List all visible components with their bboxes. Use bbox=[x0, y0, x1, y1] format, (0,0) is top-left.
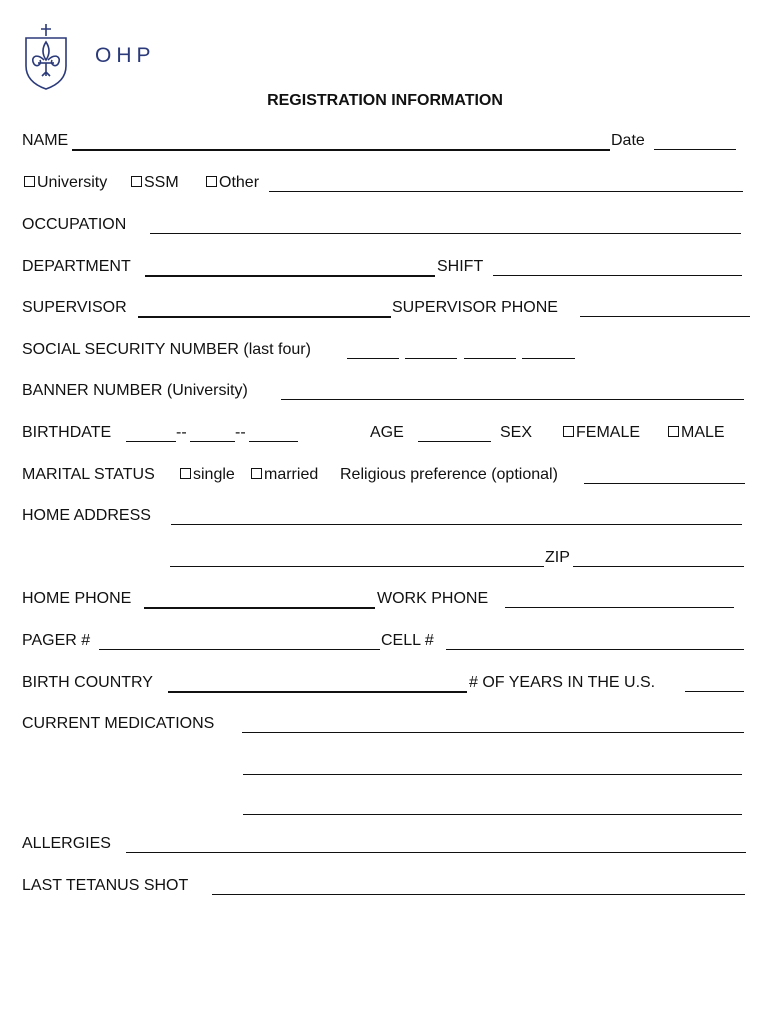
ssn-label: SOCIAL SECURITY NUMBER (last four) bbox=[22, 341, 311, 358]
page-title: REGISTRATION INFORMATION bbox=[267, 92, 503, 109]
work-phone-line bbox=[505, 607, 734, 608]
shift-field[interactable] bbox=[495, 257, 744, 275]
department-field[interactable] bbox=[147, 257, 437, 275]
ssn-field[interactable] bbox=[348, 340, 578, 358]
ssn-line-2 bbox=[405, 358, 457, 359]
shift-label: SHIFT bbox=[437, 258, 484, 275]
birthdate-year-line bbox=[249, 441, 298, 442]
university-label: University bbox=[37, 174, 108, 191]
religion-label: Religious preference (optional) bbox=[340, 466, 558, 483]
tetanus-label: LAST TETANUS SHOT bbox=[22, 877, 189, 894]
female-label: FEMALE bbox=[576, 424, 641, 441]
work-phone-label: WORK PHONE bbox=[377, 590, 489, 607]
religion-field[interactable] bbox=[586, 465, 747, 483]
birthdate-month-line bbox=[126, 441, 176, 442]
birth-country-line bbox=[168, 691, 467, 693]
medications-label: CURRENT MEDICATIONS bbox=[22, 715, 215, 732]
home-address-label: HOME ADDRESS bbox=[22, 507, 151, 524]
home-phone-label: HOME PHONE bbox=[22, 590, 132, 607]
ssm-checkbox[interactable] bbox=[131, 176, 142, 187]
department-label: DEPARTMENT bbox=[22, 258, 131, 275]
other-line bbox=[269, 191, 743, 192]
medications-line-3 bbox=[243, 814, 742, 815]
allergies-label: ALLERGIES bbox=[22, 835, 111, 852]
zip-line bbox=[573, 566, 744, 567]
cell-label: CELL # bbox=[381, 632, 434, 649]
brand-name: OHP bbox=[95, 44, 156, 67]
ssm-label: SSM bbox=[144, 174, 179, 191]
single-checkbox[interactable] bbox=[180, 468, 191, 479]
date-label: Date bbox=[611, 132, 645, 149]
date-field[interactable] bbox=[656, 131, 738, 149]
single-label: single bbox=[193, 466, 235, 483]
religion-line bbox=[584, 483, 745, 484]
birthdate-field[interactable] bbox=[128, 423, 300, 441]
home-address-line bbox=[171, 524, 742, 525]
supervisor-line bbox=[138, 316, 391, 318]
ssn-line-3 bbox=[464, 358, 516, 359]
ssn-line-4 bbox=[522, 358, 575, 359]
years-in-us-label: # OF YEARS IN THE U.S. bbox=[469, 674, 656, 691]
occupation-field[interactable] bbox=[152, 215, 743, 233]
name-label: NAME bbox=[22, 132, 69, 149]
banner-field[interactable] bbox=[283, 381, 746, 399]
birthdate-separator: -- bbox=[176, 424, 187, 441]
supervisor-field[interactable] bbox=[140, 298, 393, 316]
name-field[interactable] bbox=[76, 131, 610, 149]
shift-line bbox=[493, 275, 742, 276]
male-label: MALE bbox=[681, 424, 725, 441]
birth-country-field[interactable] bbox=[170, 673, 469, 691]
supervisor-phone-line bbox=[580, 316, 750, 317]
years-in-us-field[interactable] bbox=[687, 673, 746, 691]
years-in-us-line bbox=[685, 691, 744, 692]
pager-label: PAGER # bbox=[22, 632, 91, 649]
occupation-label: OCCUPATION bbox=[22, 216, 127, 233]
name-line bbox=[72, 149, 610, 151]
supervisor-phone-label: SUPERVISOR PHONE bbox=[392, 299, 558, 316]
age-line bbox=[418, 441, 491, 442]
married-label: married bbox=[264, 466, 319, 483]
date-line bbox=[654, 149, 736, 150]
zip-label: ZIP bbox=[545, 549, 570, 566]
tetanus-line bbox=[212, 894, 745, 895]
sex-label: SEX bbox=[500, 424, 533, 441]
allergies-line bbox=[126, 852, 746, 853]
married-checkbox[interactable] bbox=[251, 468, 262, 479]
other-checkbox[interactable] bbox=[206, 176, 217, 187]
department-line bbox=[145, 275, 435, 277]
birthdate-separator: -- bbox=[235, 424, 246, 441]
age-label: AGE bbox=[370, 424, 404, 441]
fleur-de-lis-shield-icon bbox=[22, 22, 70, 92]
supervisor-label: SUPERVISOR bbox=[22, 299, 127, 316]
marital-status-label: MARITAL STATUS bbox=[22, 466, 155, 483]
other-label: Other bbox=[219, 174, 260, 191]
zip-field[interactable] bbox=[575, 548, 746, 566]
medications-line-2 bbox=[243, 774, 742, 775]
male-checkbox[interactable] bbox=[668, 426, 679, 437]
occupation-line bbox=[150, 233, 741, 234]
female-checkbox[interactable] bbox=[563, 426, 574, 437]
banner-line bbox=[281, 399, 744, 400]
home-phone-field[interactable] bbox=[146, 589, 377, 607]
university-checkbox[interactable] bbox=[24, 176, 35, 187]
work-phone-field[interactable] bbox=[507, 589, 736, 607]
birthdate-day-line bbox=[190, 441, 235, 442]
supervisor-phone-field[interactable] bbox=[582, 298, 752, 316]
medications-line-1 bbox=[242, 732, 744, 733]
medications-field-1[interactable] bbox=[244, 714, 746, 732]
medications-field-2[interactable] bbox=[245, 756, 744, 774]
other-field[interactable] bbox=[271, 173, 745, 191]
pager-line bbox=[99, 649, 380, 650]
medications-field-3[interactable] bbox=[245, 796, 744, 814]
tetanus-field[interactable] bbox=[214, 876, 747, 894]
age-field[interactable] bbox=[420, 423, 493, 441]
pager-field[interactable] bbox=[101, 631, 382, 649]
birth-country-label: BIRTH COUNTRY bbox=[22, 674, 153, 691]
ssn-line-1 bbox=[347, 358, 399, 359]
birthdate-label: BIRTHDATE bbox=[22, 424, 112, 441]
home-address-field[interactable] bbox=[173, 506, 744, 524]
home-phone-line bbox=[144, 607, 375, 609]
cell-line bbox=[446, 649, 744, 650]
allergies-field[interactable] bbox=[128, 834, 748, 852]
home-address-field-2[interactable] bbox=[172, 548, 546, 566]
home-address-line-2 bbox=[170, 566, 544, 567]
banner-label: BANNER NUMBER (University) bbox=[22, 382, 248, 399]
cell-field[interactable] bbox=[448, 631, 746, 649]
